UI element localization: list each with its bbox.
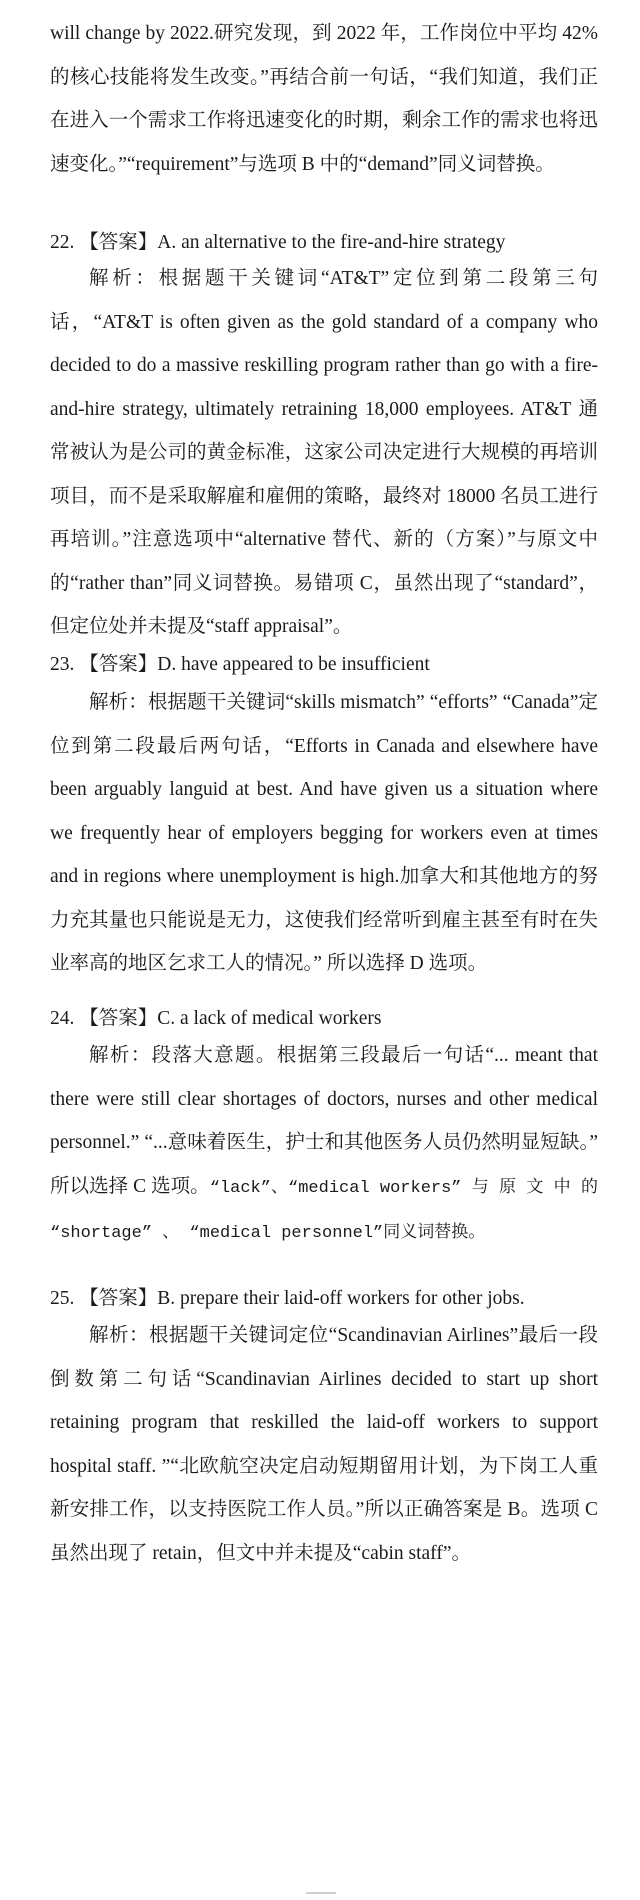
analysis-24-text: 解析：段落大意题。根据第三段最后一句话“... meant that there were still clear shortages of doctors, nurses and other medical personnel.” “...意味着医生，护士和其他医务人员仍然明显短缺。” 所以选择 C 选项。 <box>50 1045 598 1197</box>
answer-text: D. have appeared to be insufficient <box>157 654 430 675</box>
answer-text: B. prepare their laid-off workers for other jobs. <box>157 1288 525 1309</box>
intro-paragraph: will change by 2022.研究发现，到 2022 年，工作岗位中平均 42% 的核心技能将发生改变。”再结合前一句话，“我们知道，我们正在进入一个需求工作将迅速变化的时期，剩余工作的需求也将迅速变化。”“requirement”与选项 B 中的“demand”同义词替换。 <box>50 23 598 175</box>
question-number: 22. <box>50 232 75 253</box>
answer-line-25 <box>50 1284 610 1314</box>
question-number: 23. <box>50 654 75 675</box>
answer-text: A. an alternative to the fire-and-hire strategy <box>157 232 506 253</box>
analysis-23: 解析：根据题干关键词“skills mismatch” “efforts” “Canada”定位到第二段最后两句话，“Efforts in Canada and elsewhere have been arguably languid at best. And have given us a situation where we frequently hear of employers begging for workers even at times and in regions where unemployment is high.加拿大和其他地方的努力充其量也只能说是无力，这使我们经常听到雇主甚至有时在失业率高的地区乞求工人的情况。” 所以选择 D 选项。 <box>50 692 598 974</box>
answer-tag: 【答案】 <box>79 1008 158 1029</box>
answer-line-24 <box>50 1004 610 1034</box>
analysis-24 <box>50 1034 598 1256</box>
answer-tag: 【答案】 <box>79 1288 158 1309</box>
analysis-22: 解析：根据题干关键词“AT&T”定位到第二段第三句话，“AT&T is often given as the gold standard of a company who decided to do a massive reskilling program rather than go with a fire-and-hire strategy, ultimately retraining 18,000 employees. AT&T 通常被认为是公司的黄金标准，这家公司决定进行大规模的再培训项目，而不是采取解雇和雇佣的策略，最终对 18000 名员工进行再培训。”注意选项中“alternative 替代、新的（方案）”与原文中的“rather than”同义词替换。易错项 C，虽然出现了“standard”，但定位处并未提及“staff appraisal”。 <box>50 268 598 637</box>
answer-line-22 <box>50 228 610 258</box>
answer-line-23 <box>50 650 610 680</box>
answer-tag: 【答案】 <box>79 654 158 675</box>
question-number: 24. <box>50 1008 75 1029</box>
page-bottom-mark <box>306 1892 336 1894</box>
analysis-25: 解析：根据题干关键词定位“Scandinavian Airlines”最后一段倒数第二句话“Scandinavian Airlines decided to start up short retaining program that reskilled the laid-off workers to support hospital staff. ”“北欧航空决定启动短期留用计划，为下岗工人重新安排工作，以支持医院工作人员。”所以正确答案是 B。选项 C 虽然出现了 retain，但文中并未提及“cabin staff”。 <box>50 1325 598 1564</box>
analysis-24-synonyms: “lack”、“medical workers” 与 原 文 中 的 “shortage” 、 “medical personnel”同义词替换。 <box>50 1178 598 1243</box>
answer-tag: 【答案】 <box>79 232 158 253</box>
answer-text: C. a lack of medical workers <box>157 1008 382 1029</box>
question-number: 25. <box>50 1288 75 1309</box>
